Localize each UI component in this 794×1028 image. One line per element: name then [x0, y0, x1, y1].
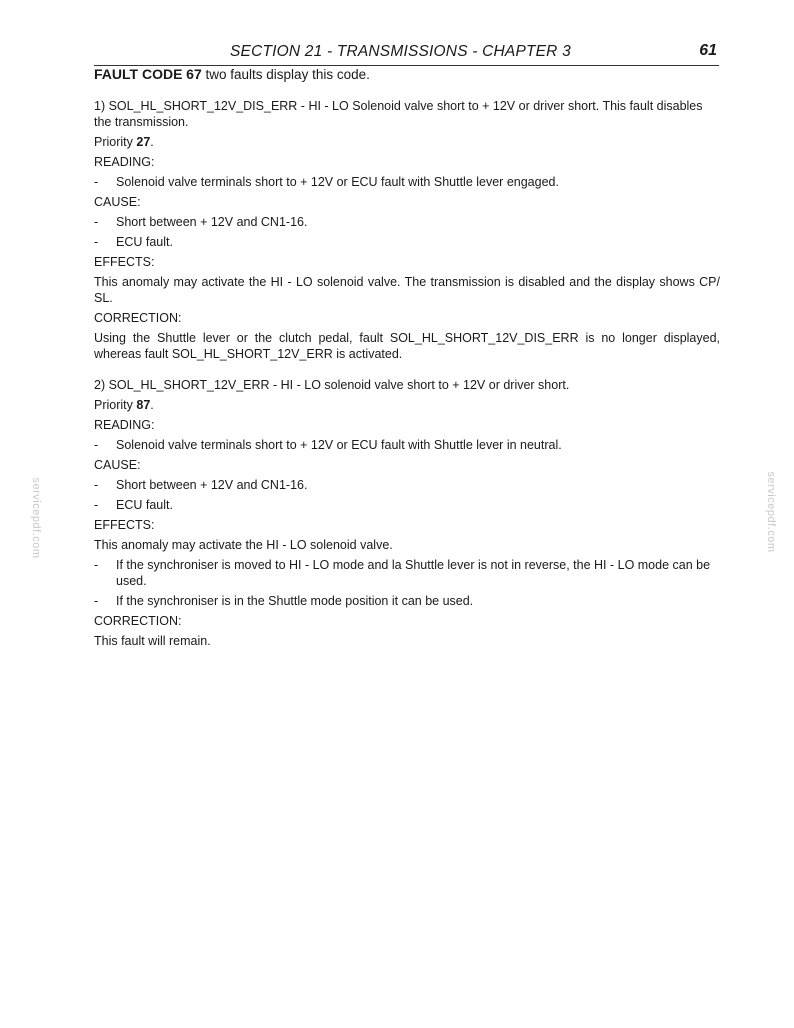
- fault-2-effects-item: [94, 557, 720, 589]
- priority-suffix: .: [150, 135, 154, 149]
- fault-2-section: [94, 377, 720, 649]
- reading-item-text: Solenoid valve terminals short to + 12V or ECU fault with Shuttle lever engaged.: [116, 175, 559, 189]
- fault-2-correction-label: CORRECTION:: [94, 614, 182, 628]
- fault-1-section: [94, 98, 720, 362]
- cause-item-text: Short between + 12V and CN1-16.: [116, 478, 308, 492]
- page-header: [94, 41, 719, 66]
- fault-1-correction-label: CORRECTION:: [94, 311, 182, 325]
- fault-code-number: 67: [186, 66, 202, 82]
- cause-item-text: ECU fault.: [116, 498, 173, 512]
- fault-2-effects-text: This anomaly may activate the HI - LO solenoid valve.: [94, 538, 393, 552]
- fault-2-title: 2) SOL_HL_SHORT_12V_ERR - HI - LO solenoid valve short to + 12V or driver short.: [94, 378, 570, 392]
- bullet-dash: -: [94, 215, 99, 229]
- fault-1-priority: [94, 134, 720, 150]
- fault-2-correction-text: This fault will remain.: [94, 634, 211, 648]
- bullet-dash: -: [94, 235, 99, 249]
- fault-2-cause-item: [94, 477, 720, 493]
- page-content: [94, 66, 720, 649]
- bullet-dash: -: [94, 438, 99, 452]
- cause-item-text: ECU fault.: [116, 235, 173, 249]
- fault-1-cause-item: [94, 234, 720, 250]
- fault-code-description: two faults display this code.: [205, 67, 370, 82]
- fault-2-reading-item: [94, 437, 720, 453]
- fault-2-effects-label: EFFECTS:: [94, 518, 155, 532]
- priority-value: 87: [136, 398, 151, 412]
- fault-1-cause-item: [94, 214, 720, 230]
- fault-1-effects-text: This anomaly may activate the HI - LO solenoid valve. The transmission is disabled and the display shows CP/ SL.: [94, 275, 720, 305]
- bullet-dash: -: [94, 594, 99, 608]
- fault-1-reading-item: [94, 174, 720, 190]
- page-number: 61: [699, 42, 717, 59]
- fault-1-effects-label: EFFECTS:: [94, 255, 155, 269]
- fault-2-reading-label: READING:: [94, 418, 155, 432]
- bullet-dash: -: [94, 478, 99, 492]
- priority-suffix: .: [150, 398, 154, 412]
- effects-item-text: If the synchroniser is moved to HI - LO mode and la Shuttle lever is not in reverse, the HI - LO mode can be used.: [116, 558, 711, 588]
- bullet-dash: -: [94, 175, 99, 189]
- section-title: SECTION 21 - TRANSMISSIONS - CHAPTER 3: [230, 43, 571, 60]
- reading-item-text: Solenoid valve terminals short to + 12V or ECU fault with Shuttle lever in neutral.: [116, 438, 562, 452]
- fault-2-cause-label: CAUSE:: [94, 458, 141, 472]
- fault-1-reading-label: READING:: [94, 155, 155, 169]
- watermark-right: servicepdf.com: [765, 471, 777, 553]
- watermark-left: servicepdf.com: [30, 477, 42, 559]
- fault-1-cause-label: CAUSE:: [94, 195, 141, 209]
- priority-label: Priority: [94, 398, 133, 412]
- priority-label: Priority: [94, 135, 133, 149]
- fault-2-priority: [94, 397, 720, 413]
- fault-code-heading: [94, 66, 720, 83]
- bullet-dash: -: [94, 558, 99, 572]
- bullet-dash: -: [94, 498, 99, 512]
- fault-2-cause-item: [94, 497, 720, 513]
- fault-2-effects-item: [94, 593, 720, 609]
- fault-1-title: 1) SOL_HL_SHORT_12V_DIS_ERR - HI - LO Solenoid valve short to + 12V or driver short. This fault disables the transmission.: [94, 99, 703, 129]
- cause-item-text: Short between + 12V and CN1-16.: [116, 215, 308, 229]
- fault-1-correction-text: Using the Shuttle lever or the clutch pedal, fault SOL_HL_SHORT_12V_DIS_ERR is no longer displayed, whereas fault SOL_HL_SHORT_12V_ERR is activated.: [94, 331, 720, 361]
- effects-item-text: If the synchroniser is in the Shuttle mode position it can be used.: [116, 594, 474, 608]
- priority-value: 27: [136, 135, 151, 149]
- fault-code-label: FAULT CODE: [94, 66, 183, 82]
